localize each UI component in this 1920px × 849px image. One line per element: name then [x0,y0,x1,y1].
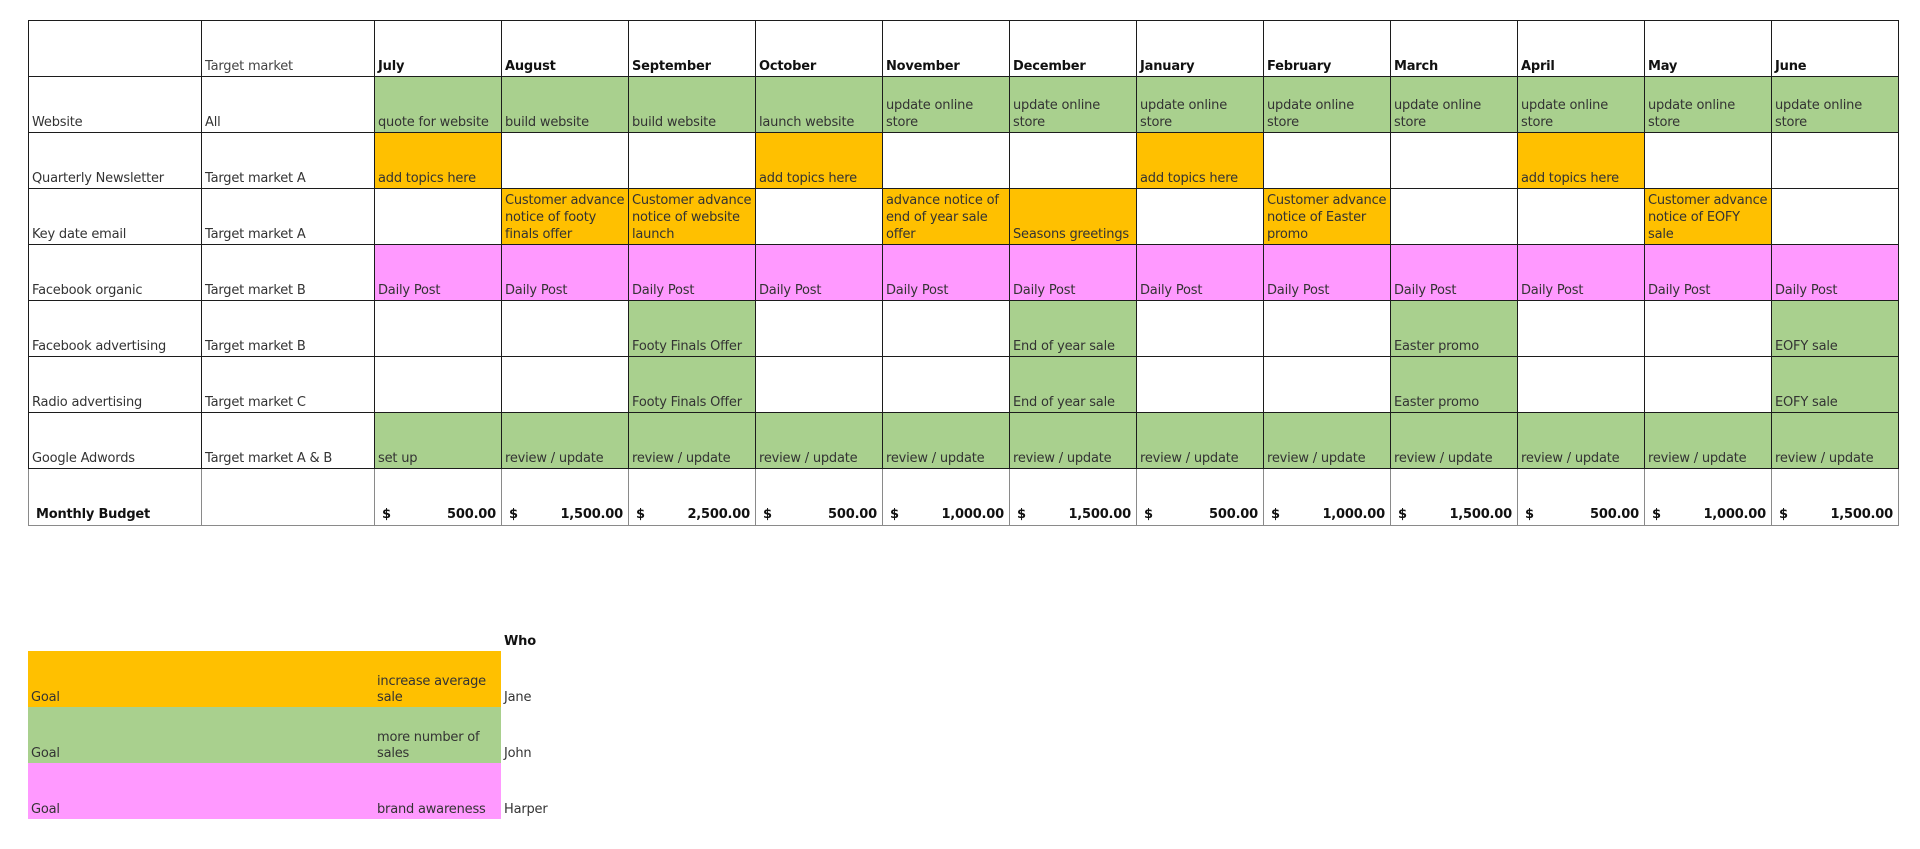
activity-cell[interactable]: Daily Post [1772,245,1899,301]
activity-cell[interactable]: review / update [1264,413,1391,469]
activity-cell[interactable] [502,133,629,189]
activity-cell[interactable]: EOFY sale [1772,301,1899,357]
header-row [29,21,1899,77]
activity-cell[interactable]: End of year sale [1010,301,1137,357]
month-header-september: September [629,21,756,77]
activity-cell[interactable] [1137,301,1264,357]
activity-cell[interactable]: review / update [756,413,883,469]
channel-cell: Key date email [29,189,202,245]
goal-label: Goal [28,651,374,707]
who-header: Who [504,634,536,649]
activity-cell[interactable]: Daily Post [756,245,883,301]
channel-cell: Quarterly Newsletter [29,133,202,189]
activity-cell[interactable]: Daily Post [502,245,629,301]
goal-description: brand awareness [374,763,501,819]
target-market-cell: Target market A [202,133,375,189]
activity-cell[interactable]: review / update [883,413,1010,469]
budget-value: 1,000.00 [941,507,1004,522]
activity-cell[interactable]: Easter promo [1391,301,1518,357]
budget-amount [1648,506,1768,523]
channel-cell: Facebook organic [29,245,202,301]
budget-value: 1,500.00 [560,507,623,522]
budget-cell[interactable] [1772,469,1899,526]
currency-symbol: $ [1144,507,1153,522]
legend-row [28,763,581,819]
activity-cell[interactable]: Seasons greetings [1010,189,1137,245]
activity-cell[interactable]: Daily Post [1010,245,1137,301]
month-header-june: June [1772,21,1899,77]
goal-owner: John [504,746,532,761]
activity-cell[interactable] [1518,301,1645,357]
activity-cell[interactable] [1391,133,1518,189]
activity-cell[interactable] [375,189,502,245]
activity-cell[interactable]: review / update [502,413,629,469]
activity-cell[interactable] [1518,357,1645,413]
target-market-cell: Target market A [202,189,375,245]
activity-cell[interactable]: Daily Post [1518,245,1645,301]
activity-cell[interactable] [1137,357,1264,413]
budget-value: 500.00 [1590,507,1639,522]
activity-cell[interactable]: review / update [1137,413,1264,469]
legend-header-row [28,628,581,651]
budget-cell[interactable] [1518,469,1645,526]
budget-label: Monthly Budget [29,469,202,526]
budget-amount [759,506,879,523]
activity-cell[interactable] [1391,189,1518,245]
activity-cell[interactable]: advance notice of end of year sale offer [883,189,1010,245]
activity-cell[interactable] [1772,189,1899,245]
budget-value: 2,500.00 [687,507,750,522]
budget-amount [1394,506,1514,523]
activity-cell[interactable] [502,357,629,413]
currency-symbol: $ [1652,507,1661,522]
target-market-cell: Target market B [202,301,375,357]
currency-symbol: $ [1271,507,1280,522]
goal-label: Goal [28,707,374,763]
table-row [29,189,1899,245]
goal-label: Goal [28,763,374,819]
table-row [29,413,1899,469]
currency-symbol: $ [1398,507,1407,522]
currency-symbol: $ [763,507,772,522]
channel-cell: Google Adwords [29,413,202,469]
activity-cell[interactable] [1010,133,1137,189]
budget-blank-cell [202,469,375,526]
budget-cell[interactable] [502,469,629,526]
activity-cell[interactable]: Daily Post [629,245,756,301]
target-market-cell: Target market B [202,245,375,301]
month-header-march: March [1391,21,1518,77]
budget-amount [1775,506,1895,523]
activity-cell[interactable]: review / update [1518,413,1645,469]
budget-amount [1267,506,1387,523]
budget-value: 500.00 [1209,507,1258,522]
budget-cell[interactable] [375,469,502,526]
activity-cell[interactable]: Daily Post [375,245,502,301]
activity-cell[interactable]: Footy Finals Offer [629,357,756,413]
activity-cell[interactable]: add topics here [375,133,502,189]
month-header-april: April [1518,21,1645,77]
legend-row [28,651,581,707]
activity-cell[interactable] [629,133,756,189]
activity-cell[interactable]: update online store [1772,77,1899,133]
activity-cell[interactable]: Customer advance notice of EOFY sale [1645,189,1772,245]
activity-cell[interactable] [756,189,883,245]
table-row [29,77,1899,133]
activity-cell[interactable] [1264,133,1391,189]
activity-cell[interactable] [756,301,883,357]
table-row [29,301,1899,357]
budget-amount [505,506,625,523]
legend-table-body [28,628,581,819]
activity-cell[interactable]: add topics here [1518,133,1645,189]
activity-cell[interactable] [1137,189,1264,245]
goal-description: increase average sale [374,651,501,707]
activity-cell[interactable]: add topics here [1137,133,1264,189]
activity-cell[interactable] [1264,301,1391,357]
activity-cell[interactable] [375,357,502,413]
target-market-cell: Target market A & B [202,413,375,469]
activity-cell[interactable]: Daily Post [883,245,1010,301]
budget-amount [886,506,1006,523]
target-market-cell: All [202,77,375,133]
month-header-october: October [756,21,883,77]
activity-cell[interactable]: review / update [1010,413,1137,469]
activity-cell[interactable]: build website [629,77,756,133]
budget-cell[interactable] [1010,469,1137,526]
activity-cell[interactable]: quote for website [375,77,502,133]
goal-owner: Jane [504,690,532,705]
activity-cell[interactable]: Customer advance notice of footy finals offer [502,189,629,245]
budget-value: 500.00 [828,507,877,522]
activity-cell[interactable] [883,301,1010,357]
channel-cell: Radio advertising [29,357,202,413]
goal-description: more number of sales [374,707,501,763]
month-header-may: May [1645,21,1772,77]
budget-amount [378,506,498,523]
budget-value: 1,500.00 [1830,507,1893,522]
activity-cell[interactable]: launch website [756,77,883,133]
activity-cell[interactable] [1518,189,1645,245]
activity-cell[interactable] [883,133,1010,189]
currency-symbol: $ [509,507,518,522]
budget-cell[interactable] [629,469,756,526]
table-row [29,245,1899,301]
activity-cell[interactable] [756,357,883,413]
month-header-august: August [502,21,629,77]
month-header-february: February [1264,21,1391,77]
activity-cell[interactable] [1264,357,1391,413]
month-header-november: November [883,21,1010,77]
activity-cell[interactable] [375,301,502,357]
activity-cell[interactable] [883,357,1010,413]
activity-cell[interactable]: update online store [1137,77,1264,133]
activity-cell[interactable]: update online store [1264,77,1391,133]
activity-cell[interactable] [1645,301,1772,357]
legend-blank-cell [374,628,501,651]
legend-blank-cell [28,628,374,651]
activity-cell[interactable]: update online store [1518,77,1645,133]
activity-cell[interactable]: build website [502,77,629,133]
month-header-july: July [375,21,502,77]
currency-symbol: $ [636,507,645,522]
currency-symbol: $ [1525,507,1534,522]
activity-cell[interactable]: Daily Post [1391,245,1518,301]
activity-cell[interactable]: add topics here [756,133,883,189]
marketing-plan-table [28,20,1899,526]
goal-owner: Harper [504,802,548,817]
target-market-cell: Target market C [202,357,375,413]
budget-cell[interactable] [1645,469,1772,526]
legend-row [28,707,581,763]
activity-cell[interactable]: review / update [1772,413,1899,469]
plan-table-body [29,21,1899,526]
budget-cell[interactable] [1137,469,1264,526]
legend-table [28,628,581,819]
budget-cell[interactable] [1391,469,1518,526]
activity-cell[interactable]: Customer advance notice of Easter promo [1264,189,1391,245]
budget-cell[interactable] [883,469,1010,526]
activity-cell[interactable]: Daily Post [1645,245,1772,301]
month-header-january: January [1137,21,1264,77]
activity-cell[interactable]: review / update [629,413,756,469]
budget-amount [632,506,752,523]
budget-row [29,469,1899,526]
corner-cell [29,21,202,77]
activity-cell[interactable] [1772,133,1899,189]
activity-cell[interactable]: EOFY sale [1772,357,1899,413]
budget-cell[interactable] [756,469,883,526]
budget-amount [1140,506,1260,523]
activity-cell[interactable] [502,301,629,357]
activity-cell[interactable]: Footy Finals Offer [629,301,756,357]
activity-cell[interactable]: Daily Post [1137,245,1264,301]
budget-cell[interactable] [1264,469,1391,526]
activity-cell[interactable]: Easter promo [1391,357,1518,413]
budget-value: 1,000.00 [1322,507,1385,522]
budget-value: 1,000.00 [1703,507,1766,522]
budget-amount [1013,506,1133,523]
activity-cell[interactable] [1645,133,1772,189]
table-row [29,133,1899,189]
activity-cell[interactable]: review / update [1391,413,1518,469]
activity-cell[interactable]: update online store [1010,77,1137,133]
month-header-december: December [1010,21,1137,77]
activity-cell[interactable]: Daily Post [1264,245,1391,301]
budget-value: 1,500.00 [1068,507,1131,522]
target-market-header: Target market [202,21,375,77]
currency-symbol: $ [890,507,899,522]
activity-cell[interactable]: End of year sale [1010,357,1137,413]
budget-value: 500.00 [447,507,496,522]
table-row [29,357,1899,413]
activity-cell[interactable]: update online store [1391,77,1518,133]
channel-cell: Website [29,77,202,133]
activity-cell[interactable]: update online store [883,77,1010,133]
activity-cell[interactable]: Customer advance notice of website launch [629,189,756,245]
channel-cell: Facebook advertising [29,301,202,357]
currency-symbol: $ [1017,507,1026,522]
activity-cell[interactable]: update online store [1645,77,1772,133]
activity-cell[interactable]: set up [375,413,502,469]
activity-cell[interactable] [1645,357,1772,413]
activity-cell[interactable]: review / update [1645,413,1772,469]
currency-symbol: $ [382,507,391,522]
currency-symbol: $ [1779,507,1788,522]
budget-amount [1521,506,1641,523]
budget-value: 1,500.00 [1449,507,1512,522]
